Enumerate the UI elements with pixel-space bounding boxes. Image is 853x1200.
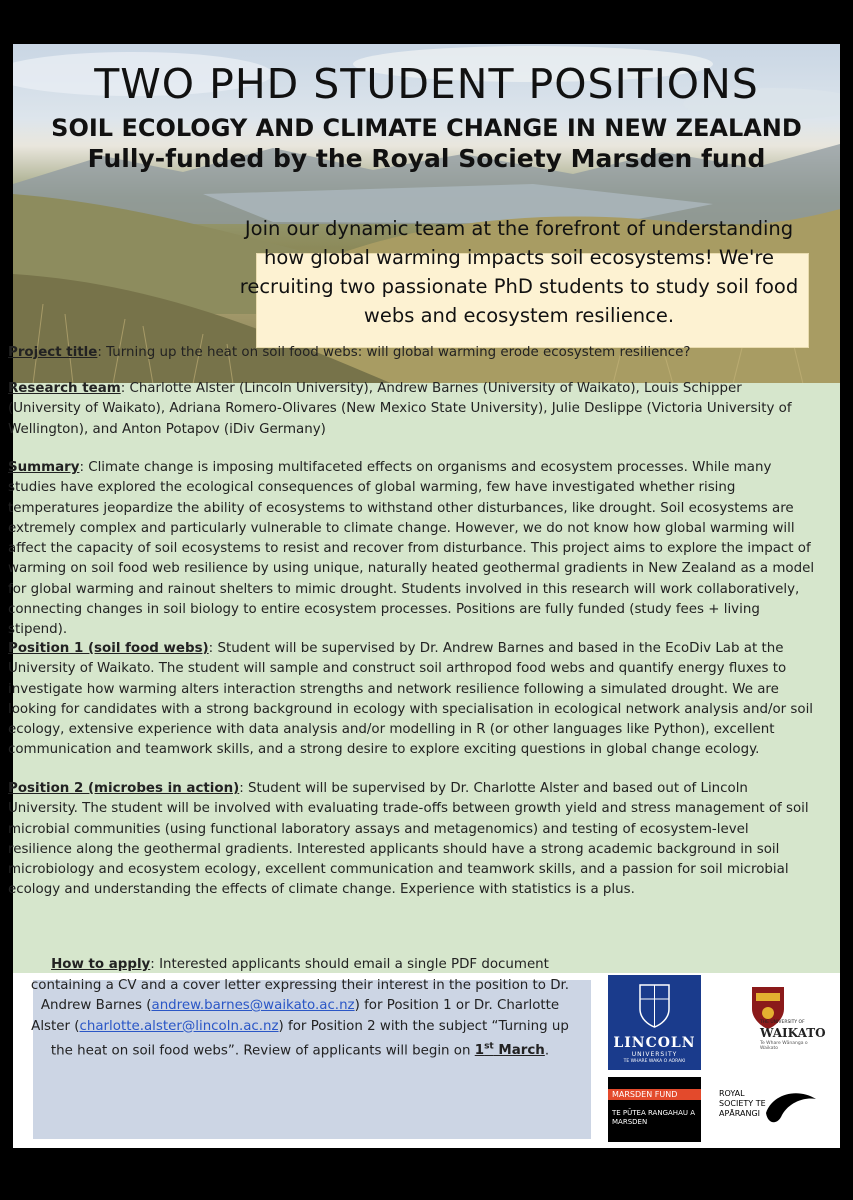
start-date-suffix: st (484, 1042, 494, 1052)
marsden-fund-logo (608, 1077, 701, 1142)
apply-text-1: : Interested applicants should email a single PDF document containing a CV and a cover letter expressing their interest in the position to Dr. Andrew Barnes ( (30, 957, 570, 1013)
lincoln-sub: UNIVERSITY (631, 1051, 678, 1058)
royal-society-arc-icon (762, 1085, 822, 1135)
royal-society-logo (710, 1077, 822, 1142)
project-title-paragraph (8, 343, 816, 363)
lincoln-sub2: TE WHARE WAKA O AORAKI (623, 1059, 686, 1064)
summary-text: : Climate change is imposing multifaceted effects on organisms and ecosystem processes. While many studies have explored the ecological consequences of global warming, few have investigated whether rising temperatures jeopardize the ability of ecosystems to withstand other disturbances, like drought. Soil ecosystems are extremely complex and particularly vulnerable to climate change. However, we do not know how global warming will affect the capacity of soil ecosystems to resist and recover from disturbance. This project aims to explore the impact of warming on soil food web resilience by using unique, naturally heated geothermal gradients in New Zealand as a model for global warming and rainout shelters to mimic drought. Students involved in this research will work collaboratively, connecting changes in soil biology to entire ecosystem processes. Positions are fully funded (study fees + living stipend). (8, 460, 815, 638)
waikato-name: WAIKATO (760, 1026, 826, 1040)
position1-paragraph (8, 639, 816, 761)
start-date-month: March (493, 1043, 545, 1059)
how-to-apply-label: How to apply (51, 957, 151, 972)
apply-text-2: ) for Position 1 or Dr. Charlotte Alster ( (31, 998, 560, 1034)
research-team-text: : Charlotte Alster (Lincoln University), Andrew Barnes (University of Waikato), Louis Schipper (University of Waikato), Adriana Romero-Olivares (New Mexico State University), Julie Deslippe (Victoria University of Wellington), and Anton Potapov (iDiv Germany) (8, 381, 792, 437)
research-team-label: Research team (8, 381, 121, 396)
project-title-text: : Turning up the heat on soil food webs: will global warming erode ecosystem resilience? (97, 345, 691, 360)
summary-label: Summary (8, 460, 80, 475)
waikato-sub: Te Whare Wānanga o Waikato (760, 1041, 808, 1051)
start-date (475, 1043, 545, 1058)
apply-end: . (544, 1043, 550, 1059)
position2-text: : Student will be supervised by Dr. Charlotte Alster and based out of Lincoln University. The student will be involved with evaluating trade-offs between growth yield and stress management of soil microbial communities (using functional laboratory assays and metagenomics) and testing of ecosystem-level resilience along the geothermal gradients. Interested applicants should have a strong academic background in soil microbiology and ecosystem ecology, excellent communication and teamwork skills, and a passion for soil microbial ecology and understanding the effects of climate change. Experience with statistics is a plus. (8, 781, 809, 898)
lincoln-name: LINCOLN (613, 1035, 696, 1051)
research-team-paragraph (8, 379, 816, 440)
waikato-university-logo (718, 975, 826, 1070)
royal-society-text: ROYAL SOCIETY TE APĀRANGI (719, 1089, 766, 1118)
subtitle: SOIL ECOLOGY AND CLIMATE CHANGE IN NEW ZEALAND (51, 114, 802, 142)
position2-label: Position 2 (microbes in action) (8, 781, 240, 796)
waikato-pre: THE UNIVERSITY OF (760, 1020, 805, 1025)
email-link-barnes[interactable]: andrew.barnes@waikato.ac.nz (151, 998, 355, 1013)
lincoln-crest-icon (608, 975, 701, 1035)
position1-label: Position 1 (soil food webs) (8, 641, 209, 656)
callout-text: Join our dynamic team at the forefront of understanding how global warming impacts soil ecosystems! We're recruiting two passionate PhD students to study soil food webs and ecosystem resilience. (239, 217, 799, 327)
funding-line: Fully-funded by the Royal Society Marsden fund (87, 144, 766, 173)
project-title-label: Project title (8, 345, 98, 360)
position1-text: : Student will be supervised by Dr. Andrew Barnes and based in the EcoDiv Lab at the University of Waikato. The student will sample and construct soil arthropod food webs and quantify energy fluxes to investigate how warming alters interaction strengths and network resilience following a simulated drought. We are looking for candidates with a strong background in ecology with specialisation in ecological network analysis and/or soil ecology, extensive experience with data analysis and/or modelling in R (or other languages like Python), excellent communication and teamwork skills, and a strong desire to explore exciting questions in global change ecology. (8, 641, 814, 758)
lincoln-university-logo (608, 975, 701, 1070)
marsden-title: MARSDEN FUND (612, 1090, 678, 1099)
start-date-day: 1 (474, 1043, 485, 1059)
position2-paragraph (8, 779, 816, 901)
email-link-alster[interactable]: charlotte.alster@lincoln.ac.nz (79, 1018, 279, 1034)
apply-text-3: ) for Position 2 with the subject “Turning up the heat on soil food webs”. Review of applicants will begin on (50, 1018, 569, 1059)
summary-paragraph (8, 458, 816, 641)
marsden-sub: TE PŪTEA RANGAHAU A MARSDEN (612, 1109, 695, 1126)
page-title: TWO PHD STUDENT POSITIONS (94, 60, 759, 108)
how-to-apply-text (30, 955, 570, 1062)
